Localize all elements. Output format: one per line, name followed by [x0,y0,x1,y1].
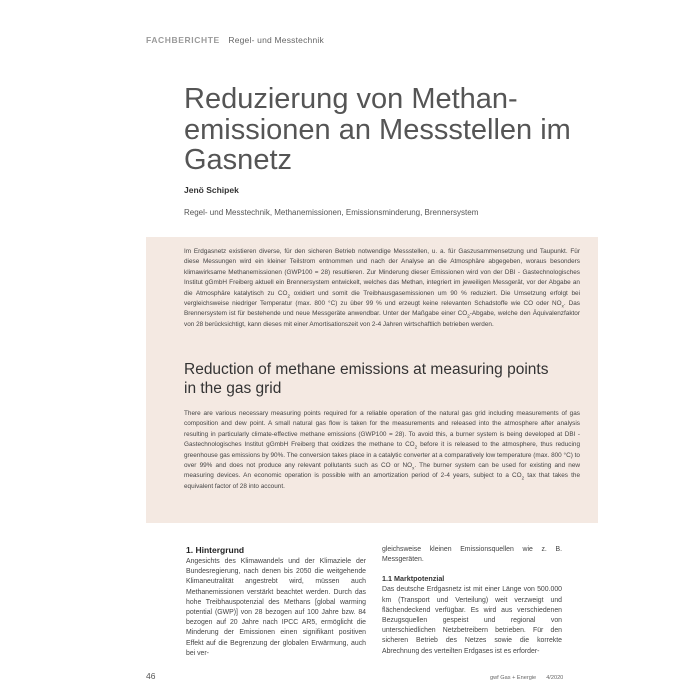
abstract-german: Im Erdgasnetz existieren diverse, für den sicheren Betrieb notwendige Messstellen, u. a. für Gaszusammensetzung und Taupunkt. Für diese Messungen wird ein kleiner Teilstrom entnommen und nach der Analyse an die Atmosphäre abgegeben, woraus besonders klimawirksame Methanemissionen (GWP100 = 28) resultieren. Zur Minderung dieser Emissionen wird von der DBI - Gastechnologisches Institut gGmbH Freiberg aktuell ein Brennersystem entwickelt, welches das Methan, integriert im jeweiligen Messgerät, vor der Abgabe an die Atmosphäre katalytisch zu $CO_2$ oxidiert und somit die Treibhausgasemissionen um 90 % reduziert. Die Umsetzung erfolgt bei vergleichsweise niedriger Temperatur (max. 800 °C) zu über 99 % und erzeugt keine relevanten Schadstoffe wie CO oder $NO_x$. Das Brennersystem ist für bestehende und neue Messgeräte anwendbar. Unter der Maßgabe einer $CO_2$-Abgabe, welche den Äquivalenzfaktor von 28 berücksichtigt, kann dieses mit einer Amortisationszeit von 2-4 Jahren wirtschaftlich betrieben werden. [184,248,581,328]
keywords: Regel- und Messtechnik, Methanemissionen, Emissionsminderung, Brennersystem [184,208,479,217]
body-paragraph: gleichsweise kleinen Emissionsquellen wie z. B. Messgeräten. [382,546,562,564]
body-column-left [186,545,366,659]
abstract-box [146,237,598,523]
journal-issue: 4/2020 [546,675,564,681]
body-paragraph: Angesichts des Klimawandels und der Klimaziele der Bundesregierung, nach denen bis 2050 die weitgehende Klimaneutralität angestrebt wird, müssen auch Methanemissionen verstärkt beachtet werden. Durch das hohe Treibhauspotenzial des Methans [global warming potential (GWP)] von 28 bezogen auf 100 Jahre bzw. 84 bezogen auf 20 Jahre nach IPCC AR5, ermöglicht die Minderung der Emissionen einen signifikant positiven Effekt auf die Begrenzung der globalen Erwärmung, auch bei ver- [186,558,366,657]
running-header [146,35,324,45]
english-title-line: Reduction of methane emissions at measuring points [184,361,549,378]
abstract-english: There are various necessary measuring points required for a reliable operation of the natural gas grid including measurements of gas composition and dew point. A small natural gas flow is taken for the measurements and released into the atmosphere after analysis resulting in particularly climate-effective methane emissions (GWP100 = 28). To avoid this, a burner system is being developed at DBI - Gastechnologisches Institut gGmbH Freiberg that oxidizes the methane to $CO_2$ before it is released to the atmosphere, thus reducing greenhouse gas emissions by 90%. The conversion takes place in a catalytic converter at a comparatively low temperature (max. 800 °C) to over 99% and does not produce any relevant pollutants such as CO or $NO_x$. The burner system can be used for existing and new measuring devices. An economic operation is possible with an amortization period of 2-4 years, subject to a $CO_2$ tax that takes the equivalent factor of 28 into account. [184,410,580,490]
body-column-right [382,545,562,657]
author-name: Jenö Schipek [184,185,239,195]
subsection-label: Regel- und Messtechnik [228,35,324,45]
title-line: emissionen an Messstellen im [184,113,571,146]
journal-name: gwf Gas + Energie [490,675,537,681]
subsection-heading: 1.1 Marktpotenzial [382,574,445,584]
journal-footer [480,675,563,681]
article-title [184,84,584,176]
section-heading: 1. Hintergrund [186,545,245,555]
section-label: FACHBERICHTE [146,35,220,45]
page-number: 46 [146,671,156,681]
english-title [184,361,564,398]
body-paragraph: Das deutsche Erdgasnetz ist mit einer Länge von 500.000 km (Transport und Verteilung) weit verzweigt und flächendeckend verfügbar. Es wird aus verschiedenen Bezugsquellen gespeist und regional von unterschiedlichen Netzbetreibern betrieben. Für den sicheren Betrieb des Netzes sowie die korrekte Abrechnung des verteilten Erdgases ist es erforder- [382,586,562,655]
title-line: Reduzierung von Methan- [184,83,518,115]
english-title-line: in the gas grid [184,379,282,397]
title-line: Gasnetz [184,144,292,176]
